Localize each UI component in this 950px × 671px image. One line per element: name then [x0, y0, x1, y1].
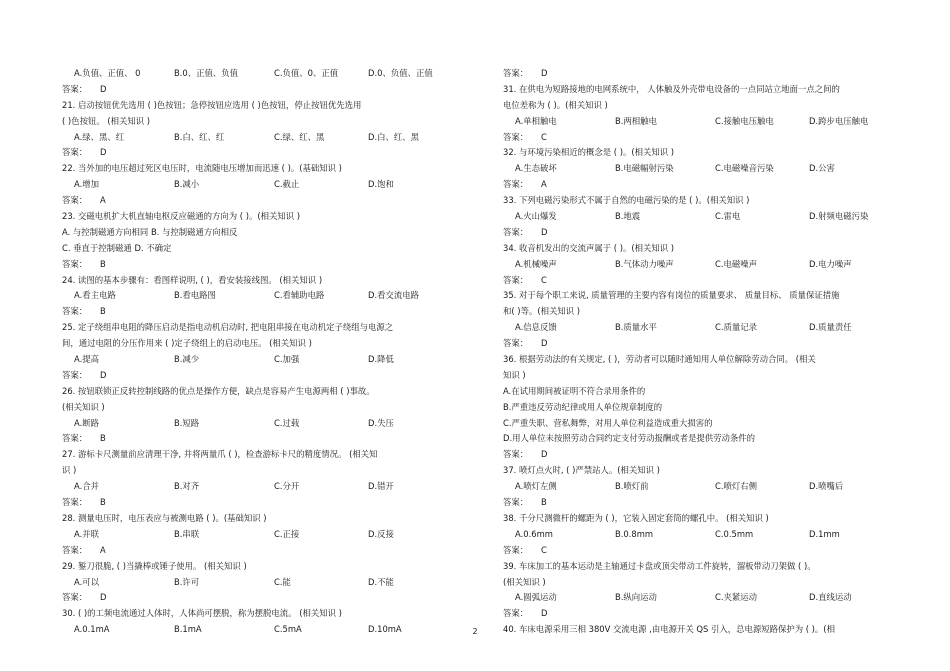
- question-line: 22. 当外加的电压超过死区电压时，电流随电压增加而迅速 ( )。(基础知识 ): [62, 163, 342, 174]
- answer-option: A.信息反馈: [515, 322, 557, 333]
- question-line: 35. 对于每个职工来说, 质量管理的主要内容有岗位的质量要求、 质量目标、 质量保证措施: [503, 290, 840, 301]
- answer-option: A.单相触电: [515, 115, 557, 126]
- options-row: [503, 161, 899, 177]
- answer-row: [503, 447, 899, 463]
- question-line: 间，通过电阻的分压作用来 ( )定子绕组上的启动电压。 (相关知识 ): [62, 338, 312, 349]
- answer-row: [503, 130, 899, 146]
- question-line: (相关知识 ): [62, 401, 105, 412]
- question-line: 26. 按钮联锁正反转控制线路的优点是操作方便，缺点是容易产生电源两相 ( )事故。: [62, 385, 375, 396]
- question-line: A. 与控制磁通方向相同 B. 与控制磁通方向相反: [62, 226, 238, 237]
- answer-option: A.并联: [74, 528, 99, 539]
- answer-option: B.质量水平: [615, 322, 657, 333]
- answer-option: D.错开: [368, 481, 394, 492]
- answer-option: B.1mA: [174, 624, 202, 635]
- answer-option: C.能: [274, 576, 291, 587]
- answer-label: 答案：: [503, 226, 529, 237]
- answer-option: A.看主电路: [74, 290, 116, 301]
- answer-option: C.过载: [274, 417, 300, 428]
- answer-value: D: [100, 83, 107, 94]
- answer-label: 答案：: [62, 258, 88, 269]
- answer-row: [62, 368, 460, 384]
- answer-value: B: [541, 497, 547, 508]
- answer-label: 答案：: [62, 306, 88, 317]
- answer-option: D.不能: [368, 576, 394, 587]
- options-row: [62, 177, 460, 193]
- right-column: [503, 66, 899, 638]
- answer-value: A: [541, 179, 547, 190]
- options-row: [503, 590, 899, 606]
- answer-option: C.负值、0、正值: [274, 68, 339, 78]
- answer-option: A.生态破坏: [515, 163, 557, 174]
- answer-option: B.减小: [174, 179, 200, 190]
- answer-option: C.5mA: [274, 624, 302, 635]
- answer-option: A.机械噪声: [515, 258, 557, 269]
- answer-value: C: [541, 131, 547, 142]
- answer-option: D.射频电磁污染: [809, 211, 869, 222]
- answer-option: A.负值、正值、 0: [74, 68, 141, 78]
- answer-row: [62, 82, 460, 98]
- question-line: D.用人单位未按照劳动合同约定支付劳动报酬或者是提供劳动条件的: [503, 433, 755, 444]
- options-row: [62, 352, 460, 368]
- question-line: 33. 下列电磁污染形式不属于自然的电磁污染的是 ( )。(相关知识 ): [503, 195, 750, 206]
- answer-row: [62, 193, 460, 209]
- question-line: 38. 千分尺测微杆的螺距为 ( )，它装入固定套筒的螺孔中。 (相关知识 ): [503, 512, 769, 523]
- answer-label: 答案：: [62, 433, 88, 444]
- answer-option: B.0、正值、负值: [174, 68, 238, 78]
- answer-row: [503, 273, 899, 289]
- page-number: 2: [472, 627, 478, 636]
- question-line: 27. 游标卡尺测量前应清理干净, 并将两量爪 ( )，检查游标卡尺的精度情况。 (相关知: [62, 449, 378, 460]
- options-row: [62, 575, 460, 591]
- answer-option: B.对齐: [174, 481, 200, 492]
- answer-option: C.质量记录: [715, 322, 758, 333]
- question-line: 31. 在供电为短路接地的电网系统中， 人体触及外壳带电设备的一点同站立地面一点之间的: [503, 83, 840, 94]
- answer-option: C.加强: [274, 354, 300, 365]
- question-line: 36. 根据劳动法的有关规定, ( )，劳动者可以随时通知用人单位解除劳动合同。 (相关: [503, 354, 816, 365]
- answer-label: 答案：: [503, 608, 529, 619]
- answer-option: C.截止: [274, 179, 300, 190]
- question-line: 30. ( )的工频电流通过人体时，人体尚可摆脱，称为摆脱电流。 (相关知识 ): [62, 608, 342, 619]
- answer-option: C.喷灯右侧: [715, 481, 758, 492]
- answer-option: B.0.8mm: [615, 528, 654, 539]
- answer-option: D.电力噪声: [809, 258, 852, 269]
- answer-value: C: [541, 274, 547, 285]
- options-row: [62, 416, 460, 432]
- answer-row: [62, 257, 460, 273]
- options-row: [503, 257, 899, 273]
- answer-option: C.绿、红、黑: [274, 131, 325, 142]
- answer-option: B.两相触电: [615, 115, 657, 126]
- answer-value: D: [541, 449, 548, 460]
- answer-label: 答案：: [503, 544, 529, 555]
- answer-option: A.增加: [74, 179, 99, 190]
- question-line: B.严重违反劳动纪律或用人单位规章制度的: [503, 401, 663, 412]
- left-column: [62, 66, 460, 638]
- answer-option: B.串联: [174, 528, 200, 539]
- answer-value: D: [541, 338, 548, 349]
- answer-option: C.分开: [274, 481, 300, 492]
- answer-option: C.正接: [274, 528, 300, 539]
- answer-label: 答案：: [62, 497, 88, 508]
- question-line: (相关知识 ): [503, 576, 546, 587]
- answer-option: D.降低: [368, 354, 394, 365]
- options-row: [503, 320, 899, 336]
- question-line: 识 ): [62, 465, 77, 476]
- question-line: 40. 车床电源采用三相 380V 交流电源 ,由电源开关 QS 引入，总电源短路保护为 ( )。(相: [503, 624, 835, 635]
- answer-option: B.喷灯前: [615, 481, 649, 492]
- answer-label: 答案：: [503, 449, 529, 460]
- answer-row: [503, 66, 899, 82]
- question-line: 24. 读图的基本步骤有：看图样说明, ( )，看安装接线图。 (相关知识 ): [62, 274, 323, 285]
- answer-label: 答案：: [62, 369, 88, 380]
- answer-row: [62, 495, 460, 511]
- answer-option: C.看辅助电路: [274, 290, 325, 301]
- answer-value: B: [100, 306, 106, 317]
- question-line: 39. 车床加工的基本运动是主轴通过卡盘或顶尖带动工件旋转，溜板带动刀架做 ( )。: [503, 560, 816, 571]
- answer-option: A.可以: [74, 576, 99, 587]
- question-line: 32. 与环境污染相近的概念是 ( )。(相关知识 ): [503, 147, 675, 158]
- answer-label: 答案：: [62, 147, 88, 158]
- question-line: C. 垂直于控制磁通 D. 不确定: [62, 242, 172, 253]
- answer-option: A.断路: [74, 417, 99, 428]
- options-row: [62, 130, 460, 146]
- answer-label: 答案：: [62, 544, 88, 555]
- answer-option: B.电磁幅射污染: [615, 163, 674, 174]
- answer-row: [62, 431, 460, 447]
- answer-label: 答案：: [503, 274, 529, 285]
- answer-value: D: [541, 608, 548, 619]
- answer-value: D: [541, 68, 548, 78]
- answer-label: 答案：: [503, 497, 529, 508]
- answer-option: A.0.6mm: [515, 528, 553, 539]
- answer-row: [503, 495, 899, 511]
- answer-label: 答案：: [503, 131, 529, 142]
- answer-label: 答案：: [503, 338, 529, 349]
- answer-option: D.白、红、黑: [368, 131, 419, 142]
- answer-option: A.火山爆发: [515, 211, 557, 222]
- question-line: 23. 交磁电机扩大机直轴电枢反应磁通的方向为 ( )。(相关知识 ): [62, 211, 301, 222]
- options-row: [62, 527, 460, 543]
- question-line: 25. 定子绕组串电阻的降压启动是指电动机启动时, 把电阻串接在电动机定子绕组与电源之: [62, 322, 394, 333]
- question-line: 21. 启动按钮优先选用 ( )色按钮；急停按钮应选用 ( )色按钮，停止按钮优先选用: [62, 99, 362, 110]
- answer-option: B.短路: [174, 417, 200, 428]
- answer-option: D.饱和: [368, 179, 394, 190]
- options-row: [503, 527, 899, 543]
- answer-option: D.喷嘴后: [809, 481, 844, 492]
- answer-option: A.圆弧运动: [515, 592, 557, 603]
- answer-label: 答案：: [503, 179, 529, 190]
- answer-option: D.看交流电路: [368, 290, 419, 301]
- answer-row: [503, 177, 899, 193]
- answer-option: D.10mA: [368, 624, 402, 635]
- question-line: 28. 测量电压时，电压表应与被测电路 ( )。(基础知识 ): [62, 512, 267, 523]
- answer-row: [62, 145, 460, 161]
- answer-option: A.合并: [74, 481, 99, 492]
- answer-label: 答案：: [62, 592, 88, 603]
- answer-option: C.接触电压触电: [715, 115, 774, 126]
- answer-value: D: [100, 369, 107, 380]
- answer-value: D: [100, 147, 107, 158]
- question-line: 37. 喷灯点火时, ( )严禁站人。(相关知识 ): [503, 465, 660, 476]
- answer-option: D.跨步电压触电: [809, 115, 869, 126]
- question-line: 电位差称为 ( )。(相关知识 ): [503, 99, 608, 110]
- answer-option: C.电磁噪声: [715, 258, 758, 269]
- answer-option: D.公害: [809, 163, 835, 174]
- answer-value: B: [100, 258, 106, 269]
- answer-row: [503, 543, 899, 559]
- answer-option: B.减少: [174, 354, 200, 365]
- question-line: C.严重失职、营私舞弊，对用人单位利益造成重大损害的: [503, 417, 713, 428]
- answer-option: B.地震: [615, 211, 641, 222]
- answer-value: D: [541, 226, 548, 237]
- answer-label: 答案：: [503, 68, 529, 78]
- answer-option: D.1mm: [809, 528, 840, 539]
- answer-option: D.直线运动: [809, 592, 852, 603]
- answer-option: A.喷灯左侧: [515, 481, 557, 492]
- options-row: [503, 114, 899, 130]
- answer-option: C.雷电: [715, 211, 741, 222]
- answer-option: C.电磁噪音污染: [715, 163, 774, 174]
- answer-option: A.提高: [74, 354, 99, 365]
- answer-row: [503, 225, 899, 241]
- answer-option: A.绿、黑、红: [74, 131, 125, 142]
- options-row: [62, 66, 460, 82]
- question-line: 知识 ): [503, 369, 526, 380]
- question-line: A.在试用期间被证明不符合录用条件的: [503, 385, 646, 396]
- answer-value: C: [541, 544, 547, 555]
- answer-option: D.反接: [368, 528, 394, 539]
- answer-value: B: [100, 433, 106, 444]
- answer-label: 答案：: [62, 195, 88, 206]
- answer-option: C.夹紧运动: [715, 592, 758, 603]
- options-row: [62, 479, 460, 495]
- answer-row: [62, 543, 460, 559]
- question-line: ( )色按钮。 (相关知识 ): [62, 115, 151, 126]
- answer-option: D.质量责任: [809, 322, 852, 333]
- question-line: 29. 錾刀很脆, ( )当撬棒或锤子使用。 (相关知识 ): [62, 560, 247, 571]
- answer-option: B.看电路图: [174, 290, 216, 301]
- answer-row: [62, 304, 460, 320]
- answer-option: B.白、红、红: [174, 131, 225, 142]
- question-line: 34. 收音机发出的交流声属于 ( )。(相关知识 ): [503, 242, 675, 253]
- question-line: 和( )等。(相关知识 ): [503, 306, 581, 317]
- answer-value: A: [100, 544, 106, 555]
- answer-option: B.纵向运动: [615, 592, 657, 603]
- answer-option: B.气体动力噪声: [615, 258, 674, 269]
- answer-option: C.0.5mm: [715, 528, 754, 539]
- answer-value: D: [100, 592, 107, 603]
- options-row: [503, 209, 899, 225]
- answer-row: [62, 590, 460, 606]
- answer-option: D.0、负值、正值: [368, 68, 433, 78]
- answer-option: B.许可: [174, 576, 200, 587]
- options-row: [503, 479, 899, 495]
- answer-row: [503, 606, 899, 622]
- answer-option: A.0.1mA: [74, 624, 110, 635]
- answer-option: D.失压: [368, 417, 394, 428]
- answer-row: [503, 336, 899, 352]
- answer-value: B: [100, 497, 106, 508]
- answer-value: A: [100, 195, 106, 206]
- answer-label: 答案：: [62, 83, 88, 94]
- options-row: [62, 288, 460, 304]
